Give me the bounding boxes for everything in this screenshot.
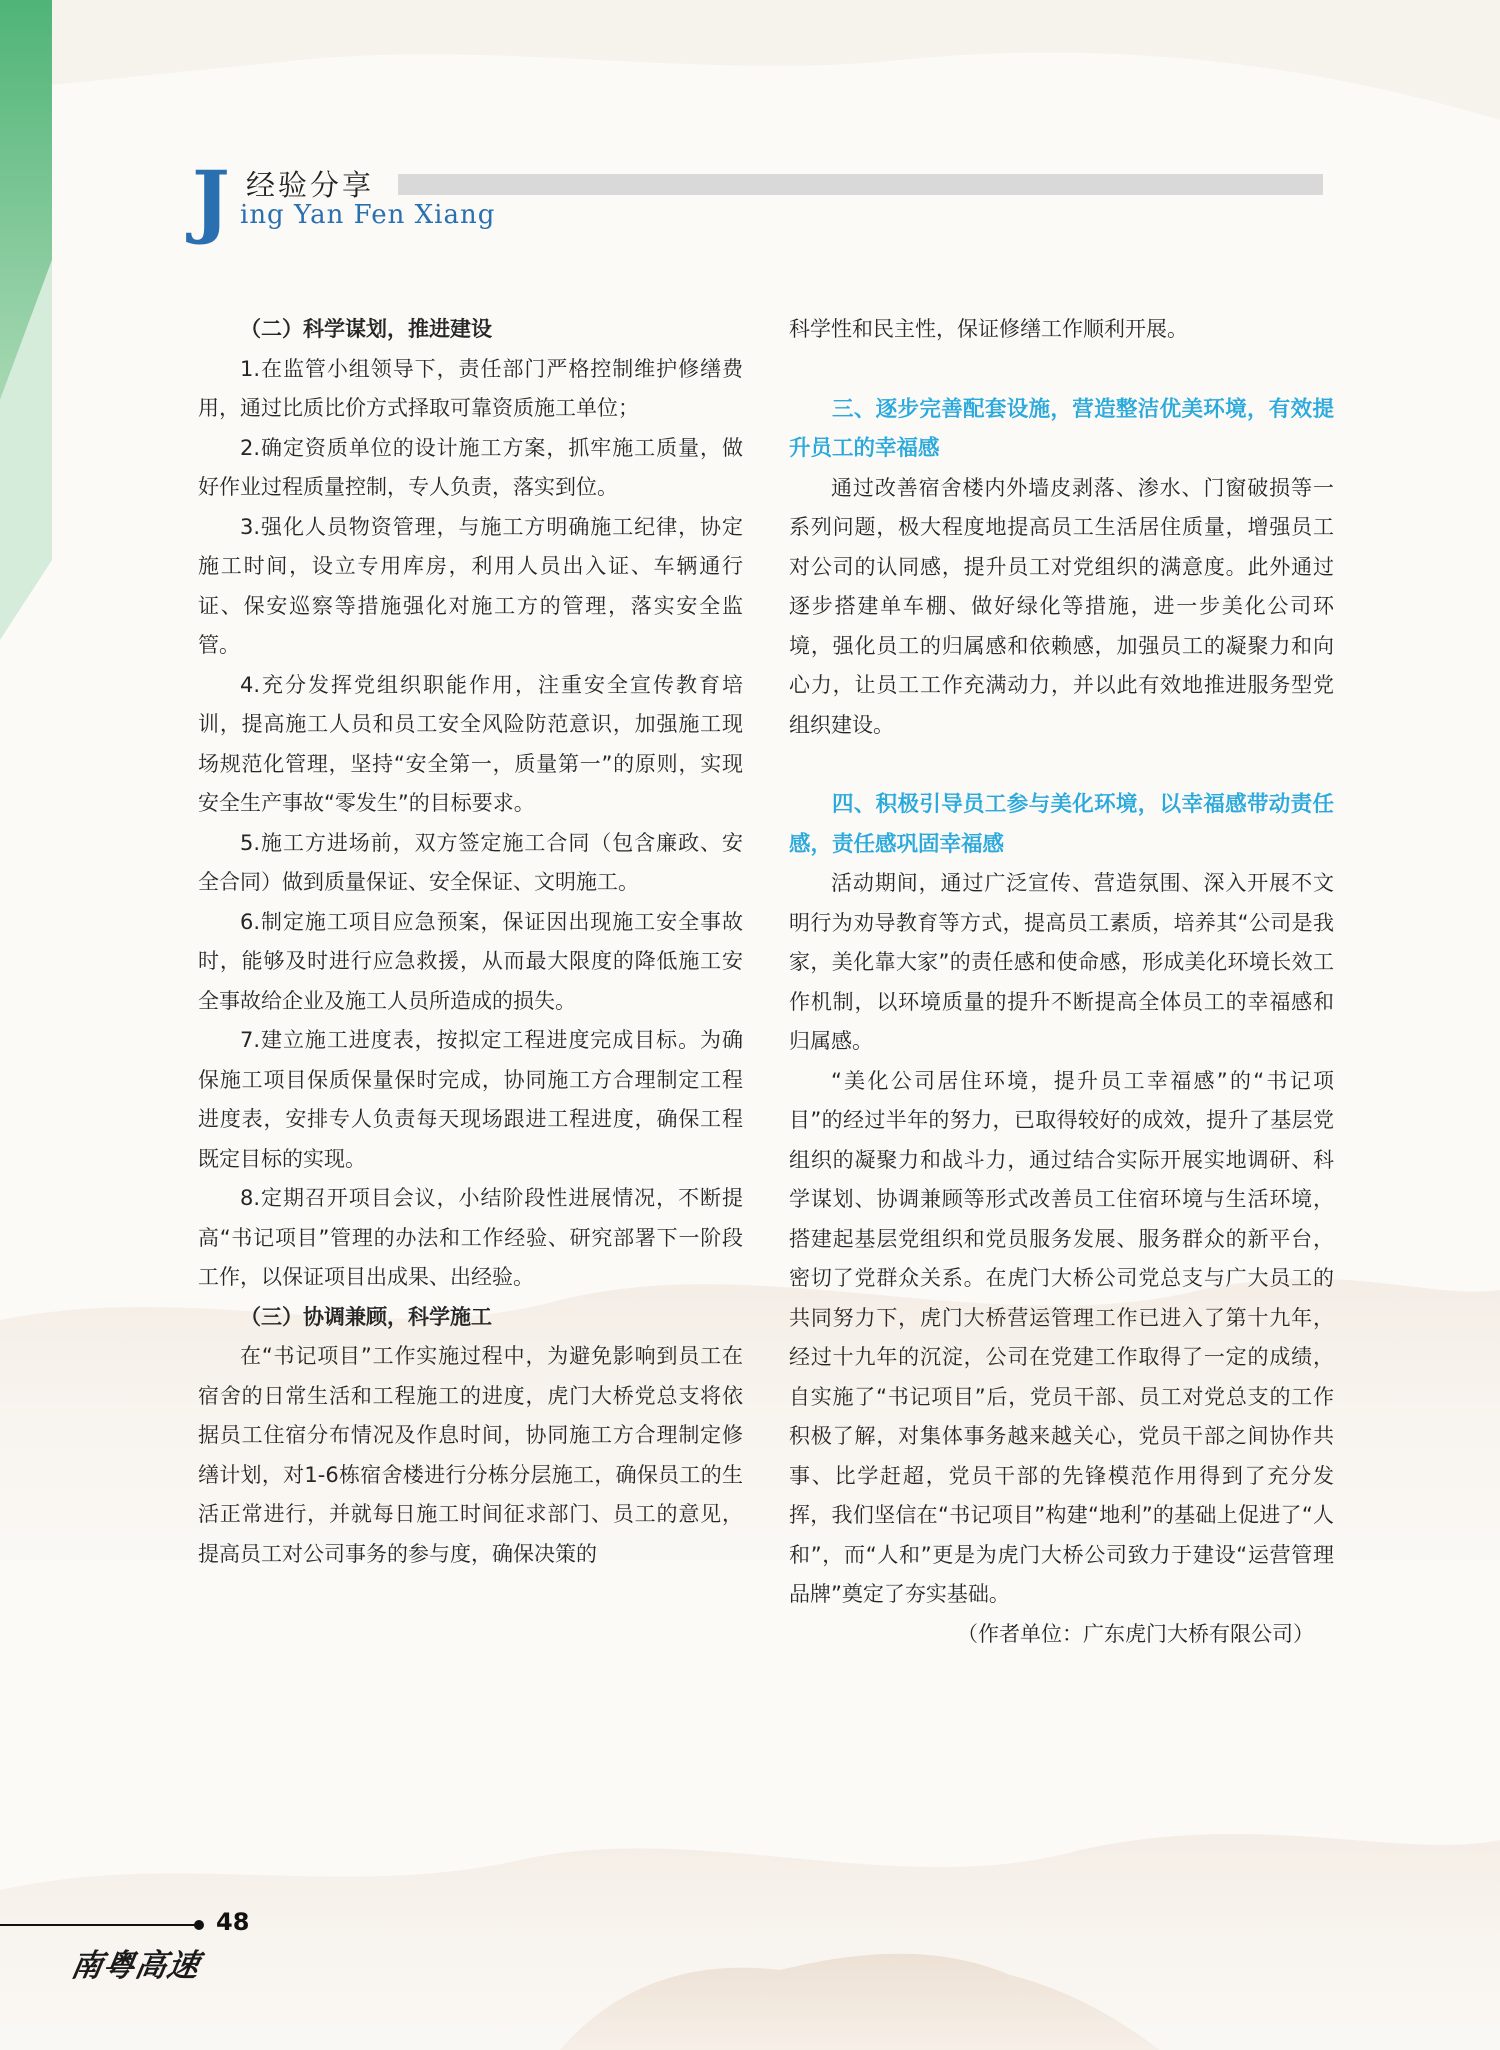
paragraph-continuation: 科学性和民主性，保证修缮工作顺利开展。 <box>789 317 1188 341</box>
section-heading: 四、积极引导员工参与美化环境，以幸福感带动责任感，责任感巩固幸福感 <box>789 792 1334 857</box>
author-affiliation: （作者单位：广东虎门大桥有限公司） <box>957 1621 1314 1646</box>
body-paragraph: 4.充分发挥党组织职能作用，注重安全宣传教育培训，提高施工人员和员工安全风险防范意识，加强施工现场规范化管理，坚持“安全第一，质量第一”的原则，实现安全生产事故“零发生”的目标要求。 <box>198 672 743 815</box>
right-text-column <box>789 310 1334 1654</box>
body-paragraph: 1.在监管小组领导下，责任部门严格控制维护修缮费用，通过比质比价方式择取可靠资质施工单位； <box>198 356 743 420</box>
body-paragraph: 7.建立施工进度表，按拟定工程进度完成目标。为确保施工项目保质保量保时完成，协同施工方合理制定工程进度表，安排专人负责每天现场跟进工程进度，确保工程既定目标的实现。 <box>198 1028 743 1171</box>
body-paragraph: 在“书记项目”工作实施过程中，为避免影响到员工在宿舍的日常生活和工程施工的进度，虎门大桥党总支将依据员工住宿分布情况及作息时间，协同施工方合理制定修缮计划，对1-6栋宿舍楼进行分栋分层施工，确保员工的生活正常进行，并就每日施工时间征求部门、员工的意见，提高员工对公司事务的参与度，确保决策的 <box>198 1344 743 1566</box>
paragraph-gap <box>789 745 1334 785</box>
subsection-heading: （三）协调兼顾，科学施工 <box>240 1304 492 1329</box>
footer-rule <box>0 1924 198 1926</box>
section-initial-letter: J <box>192 153 230 247</box>
body-paragraph: 3.强化人员物资管理，与施工方明确施工纪律，协定施工时间，设立专用库房，利用人员出入证、车辆通行证、保安巡察等措施强化对施工方的管理，落实安全监管。 <box>198 514 743 657</box>
body-paragraph: 8.定期召开项目会议，小结阶段性进展情况，不断提高“书记项目”管理的办法和工作经验、研究部署下一阶段工作，以保证项目出成果、出经验。 <box>198 1186 743 1289</box>
section-heading: 三、逐步完善配套设施，营造整洁优美环境，有效提升员工的幸福感 <box>789 396 1334 461</box>
page-number: 48 <box>216 1908 250 1936</box>
subsection-heading: （二）科学谋划，推进建设 <box>240 317 492 341</box>
body-paragraph: “美化公司居住环境，提升员工幸福感”的“书记项目”的经过半年的努力，已取得较好的成效，提升了基层党组织的凝聚力和战斗力，通过结合实际开展实地调研、科学谋划、协调兼顾等形式改善员工住宿环境与生活环境，搭建起基层党组织和党员服务发展、服务群众的新平台，密切了党群众关系。在虎门大桥公司党总支与广大员工的共同努力下，虎门大桥营运管理工作已进入了第十九年，经过十九年的沉淀，公司在党建工作取得了一定的成绩，自实施了“书记项目”后，党员干部、员工对党总支的工作积极了解，对集体事务越来越关心，党员干部之间协作共事、比学赶超，党员干部的先锋模范作用得到了充分发挥，我们坚信在“书记项目”构建“地利”的基础上促进了“人和”，而“人和”更是为虎门大桥公司致力于建设“运营管理品牌”奠定了夯实基础。 <box>789 1068 1334 1606</box>
body-paragraph: 5.施工方进场前，双方签定施工合同（包含廉政、安全合同）做到质量保证、安全保证、文明施工。 <box>198 830 743 894</box>
section-title: 经验分享 <box>246 168 375 202</box>
body-paragraph: 2.确定资质单位的设计施工方案，抓牢施工质量，做好作业过程质量控制，专人负责，落实到位。 <box>198 435 743 499</box>
paragraph-gap <box>789 350 1334 390</box>
body-paragraph: 通过改善宿舍楼内外墙皮剥落、渗水、门窗破损等一系列问题，极大程度地提高员工生活居住质量，增强员工对公司的认同感，提升员工对党组织的满意度。此外通过逐步搭建单车棚、做好绿化等措施，进一步美化公司环境，强化员工的归属感和依赖感，加强员工的凝聚力和向心力，让员工工作充满动力，并以此有效地推进服务型党组织建设。 <box>789 475 1334 737</box>
body-paragraph: 6.制定施工项目应急预案，保证因出现施工安全事故时，能够及时进行应急救援，从而最大限度的降低施工安全事故给企业及施工人员所造成的损失。 <box>198 909 743 1013</box>
header-gray-bar <box>398 174 1323 195</box>
left-text-column <box>198 310 743 1574</box>
body-paragraph: 活动期间，通过广泛宣传、营造氛围、深入开展不文明行为劝导教育等方式，提高员工素质，培养其“公司是我家，美化靠大家”的责任感和使命感，形成美化环境长效工作机制，以环境质量的提升不断提高全体员工的幸福感和归属感。 <box>789 871 1334 1053</box>
footer-dot <box>194 1920 204 1930</box>
magazine-logo: 南粤高速 <box>68 1948 203 1984</box>
section-title-pinyin: ing Yan Fen Xiang <box>240 200 496 230</box>
